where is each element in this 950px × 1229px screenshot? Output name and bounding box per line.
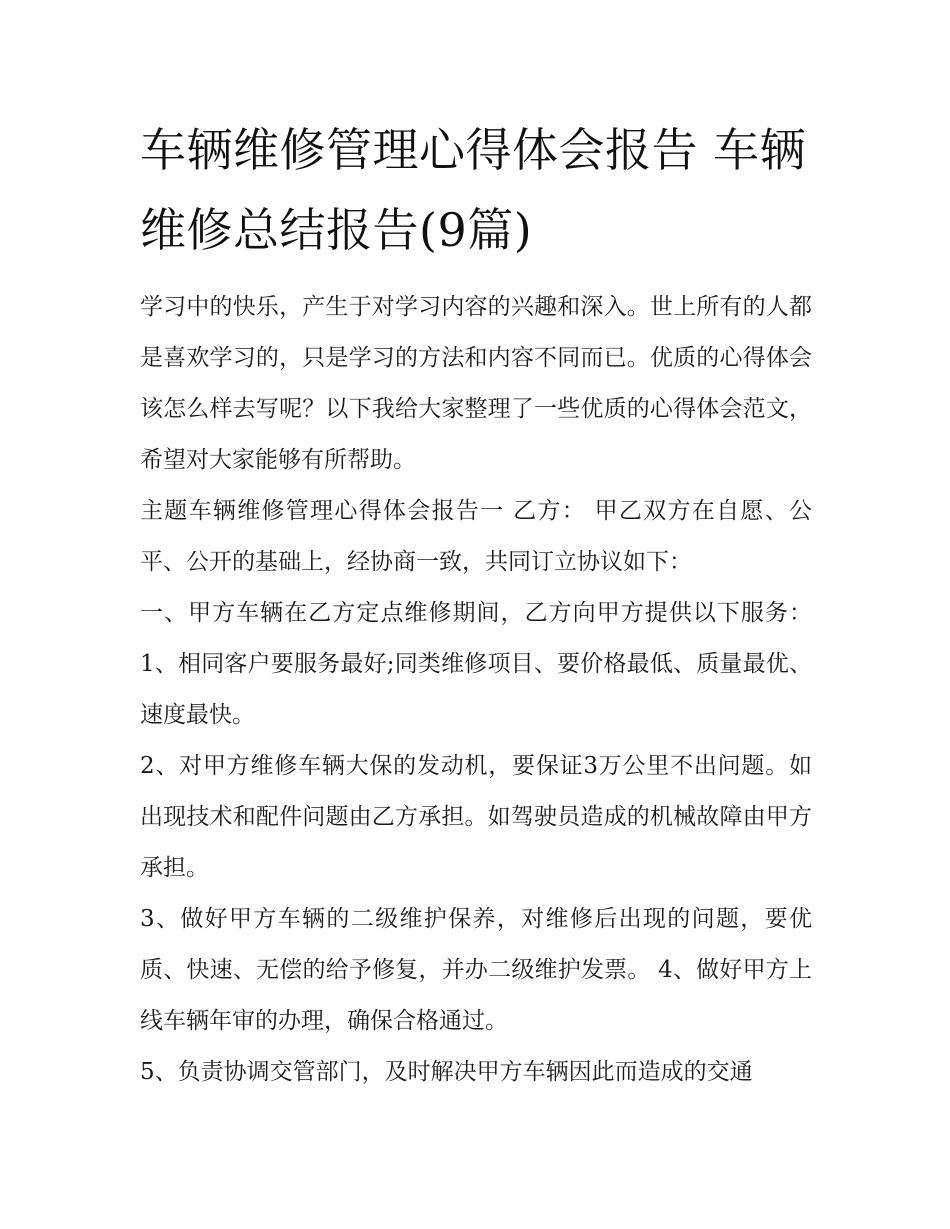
paragraph-intro: 学习中的快乐，产生于对学习内容的兴趣和深入。世上所有的人都是喜欢学习的，只是学习的方法和内容不同而已。优质的心得体会该怎么样去写呢？以下我给大家整理了一些优质的心得体会范文，希望对大家能够有所帮助。: [140, 294, 812, 473]
document-title: 车辆维修管理心得体会报告 车辆维修总结报告(9篇): [140, 123, 807, 257]
paragraph-clause-5: 5、负责协调交管部门，及时解决甲方车辆因此而造成的交通: [140, 1059, 753, 1085]
document-page: [140, 110, 812, 1098]
paragraph-clause-2: 2、对甲方维修车辆大保的发动机，要保证3万公里不出问题。如出现技术和配件问题由乙方承担。如驾驶员造成的机械故障由甲方承担。: [140, 753, 812, 881]
paragraph-clause-1: 一、甲方车辆在乙方定点维修期间，乙方向甲方提供以下服务： 1、相同客户要服务最好;同类维修项目、要价格最低、质量最优、速度最快。: [140, 600, 812, 728]
paragraph-agreement-intro: 主题车辆维修管理心得体会报告一 乙方： 甲乙双方在自愿、公平、公开的基础上，经协商一致，共同订立协议如下：: [140, 498, 812, 575]
paragraph-clause-3-4: 3、做好甲方车辆的二级维护保养，对维修后出现的问题，要优质、快速、无偿的给予修复，并办二级维护发票。 4、做好甲方上线车辆年审的办理，确保合格通过。: [140, 906, 812, 1034]
